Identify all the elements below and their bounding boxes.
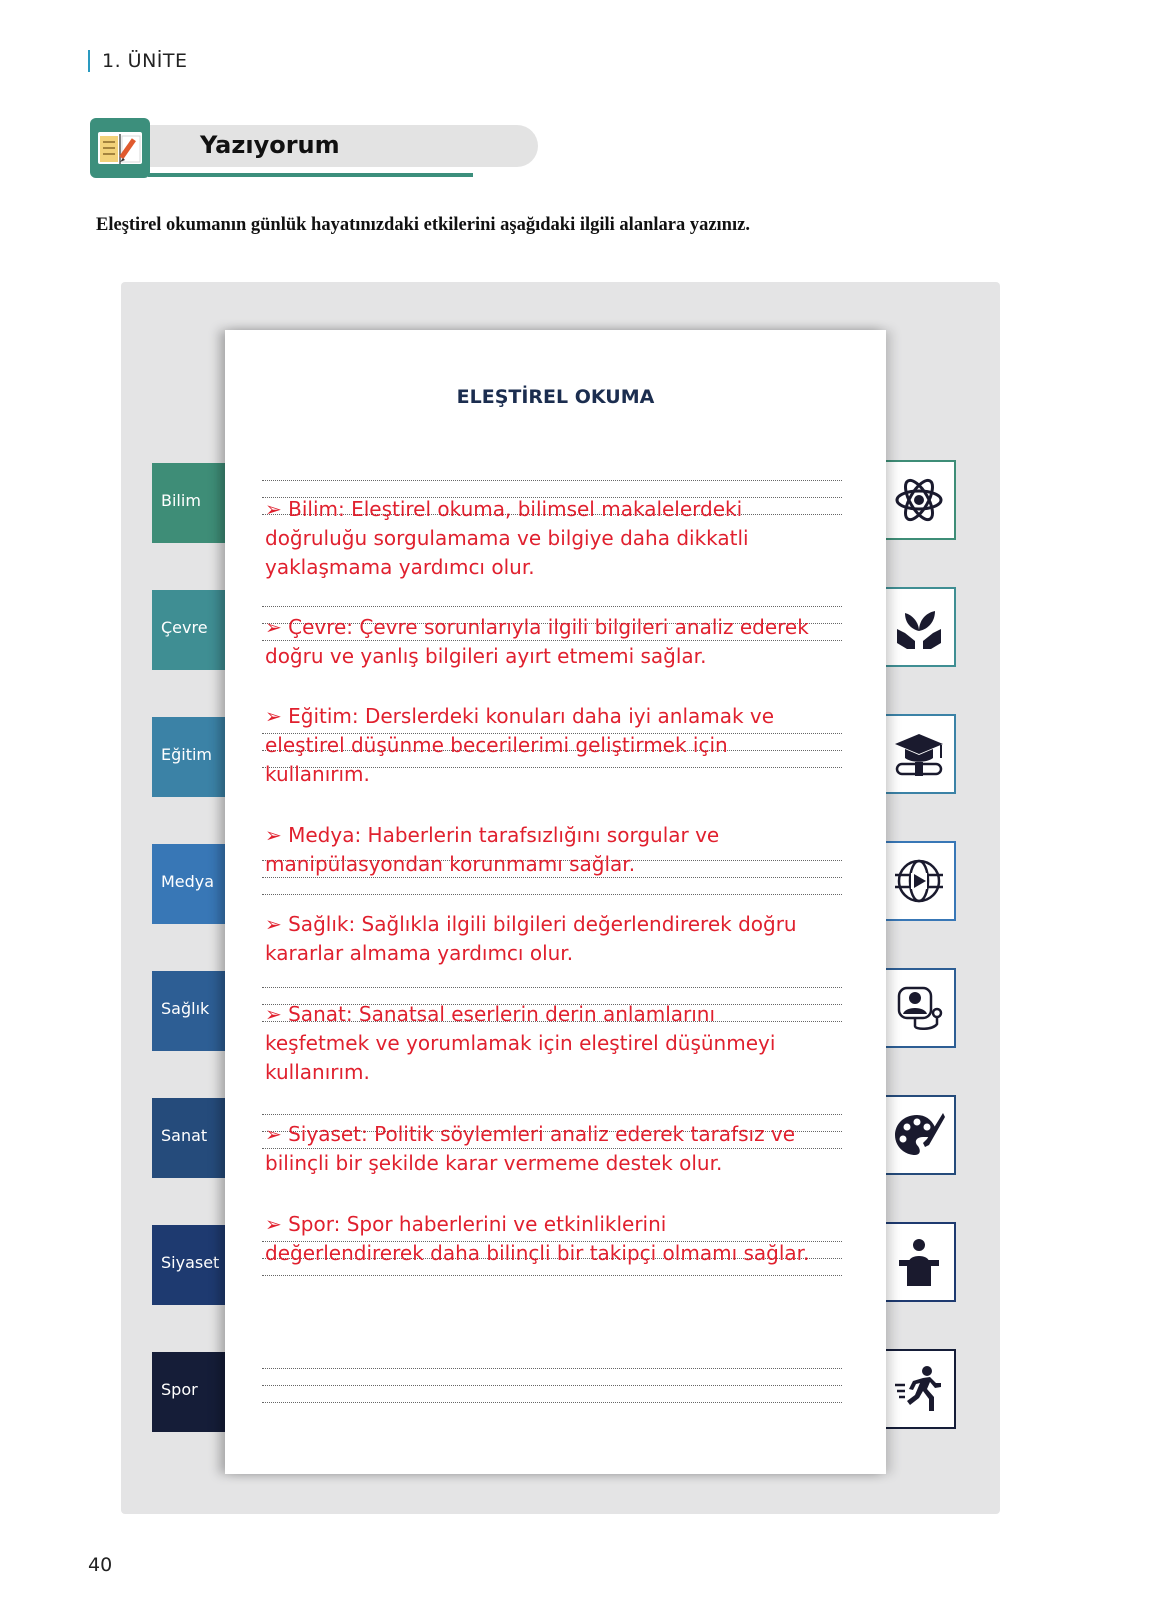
unit-label: 1. ÜNİTE <box>102 50 188 72</box>
writing-line <box>262 1114 842 1115</box>
section-banner <box>90 118 550 180</box>
unit-accent-bar <box>88 50 90 72</box>
writing-line <box>262 1368 842 1369</box>
answer-siyaset: ➢ Siyaset: Politik söylemleri analiz ederek tarafsız ve bilinçli bir şekilde karar vermeme destek olur. <box>265 1122 796 1175</box>
atom-icon <box>884 460 956 540</box>
answer-cevre: ➢ Çevre: Çevre sorunlarıyla ilgili bilgileri analiz ederek doğru ve yanlış bilgileri ayırt etmemi sağlar. <box>265 615 809 668</box>
palette-brush-icon <box>884 1095 956 1175</box>
plant-hands-icon <box>884 587 956 667</box>
graduation-cap-icon <box>884 714 956 794</box>
globe-play-icon <box>884 841 956 921</box>
unit-header <box>88 50 188 72</box>
instruction-text: Eleştirel okumanın günlük hayatınızdaki etkilerini aşağıdaki ilgili alanlara yazınız. <box>96 215 750 235</box>
category-tab-medya: Medya <box>152 844 225 924</box>
answer-medya: ➢ Medya: Haberlerin tarafsızlığını sorgular ve manipülasyondan korunmamı sağlar. <box>265 823 720 876</box>
writing-line <box>262 606 842 607</box>
category-tab-egitim: Eğitim <box>152 717 225 797</box>
answer-egitim: ➢ Eğitim: Derslerdeki konuları daha iyi anlamak ve eleştirel düşünme becerilerimi geliştirmek için kullanırım. <box>265 704 775 786</box>
answer-bilim: ➢ Bilim: Eleştirel okuma, bilimsel makalelerdeki doğruluğu sorgulamama ve bilgiye daha dikkatli yaklaşmama yardımcı olur. <box>265 497 749 579</box>
answer-sanat: ➢ Sanat: Sanatsal eserlerin derin anlamlarını keşfetmek ve yorumlamak için eleştirel düşünmeyi kullanırım. <box>265 1002 776 1084</box>
category-tab-bilim: Bilim <box>152 463 225 543</box>
section-title: Yazıyorum <box>200 131 340 159</box>
book-pencil-icon <box>90 118 150 178</box>
banner-underline <box>148 173 473 177</box>
answer-spor: ➢ Spor: Spor haberlerini ve etkinliklerini değerlendirerek daha bilinçli bir takipçi olmamı sağlar. <box>265 1212 810 1265</box>
worksheet-title: ELEŞTİREL OKUMA <box>456 386 655 408</box>
category-tab-cevre: Çevre <box>152 590 225 670</box>
writing-line <box>262 1402 842 1403</box>
category-tab-sanat: Sanat <box>152 1098 225 1178</box>
category-tab-spor: Spor <box>152 1352 225 1432</box>
speaker-podium-icon <box>884 1222 956 1302</box>
category-tab-saglik: Sağlık <box>152 971 225 1051</box>
writing-line <box>262 1385 842 1386</box>
writing-line <box>262 987 842 988</box>
writing-line <box>262 894 842 895</box>
running-person-icon <box>884 1349 956 1429</box>
page-number: 40 <box>88 1554 113 1576</box>
answer-saglik: ➢ Sağlık: Sağlıkla ilgili bilgileri değerlendirerek doğru kararlar almama yardımcı olur. <box>265 912 797 965</box>
writing-line <box>262 480 842 481</box>
doctor-stethoscope-icon <box>884 968 956 1048</box>
writing-line <box>262 1275 842 1276</box>
category-tab-siyaset: Siyaset <box>152 1225 225 1305</box>
